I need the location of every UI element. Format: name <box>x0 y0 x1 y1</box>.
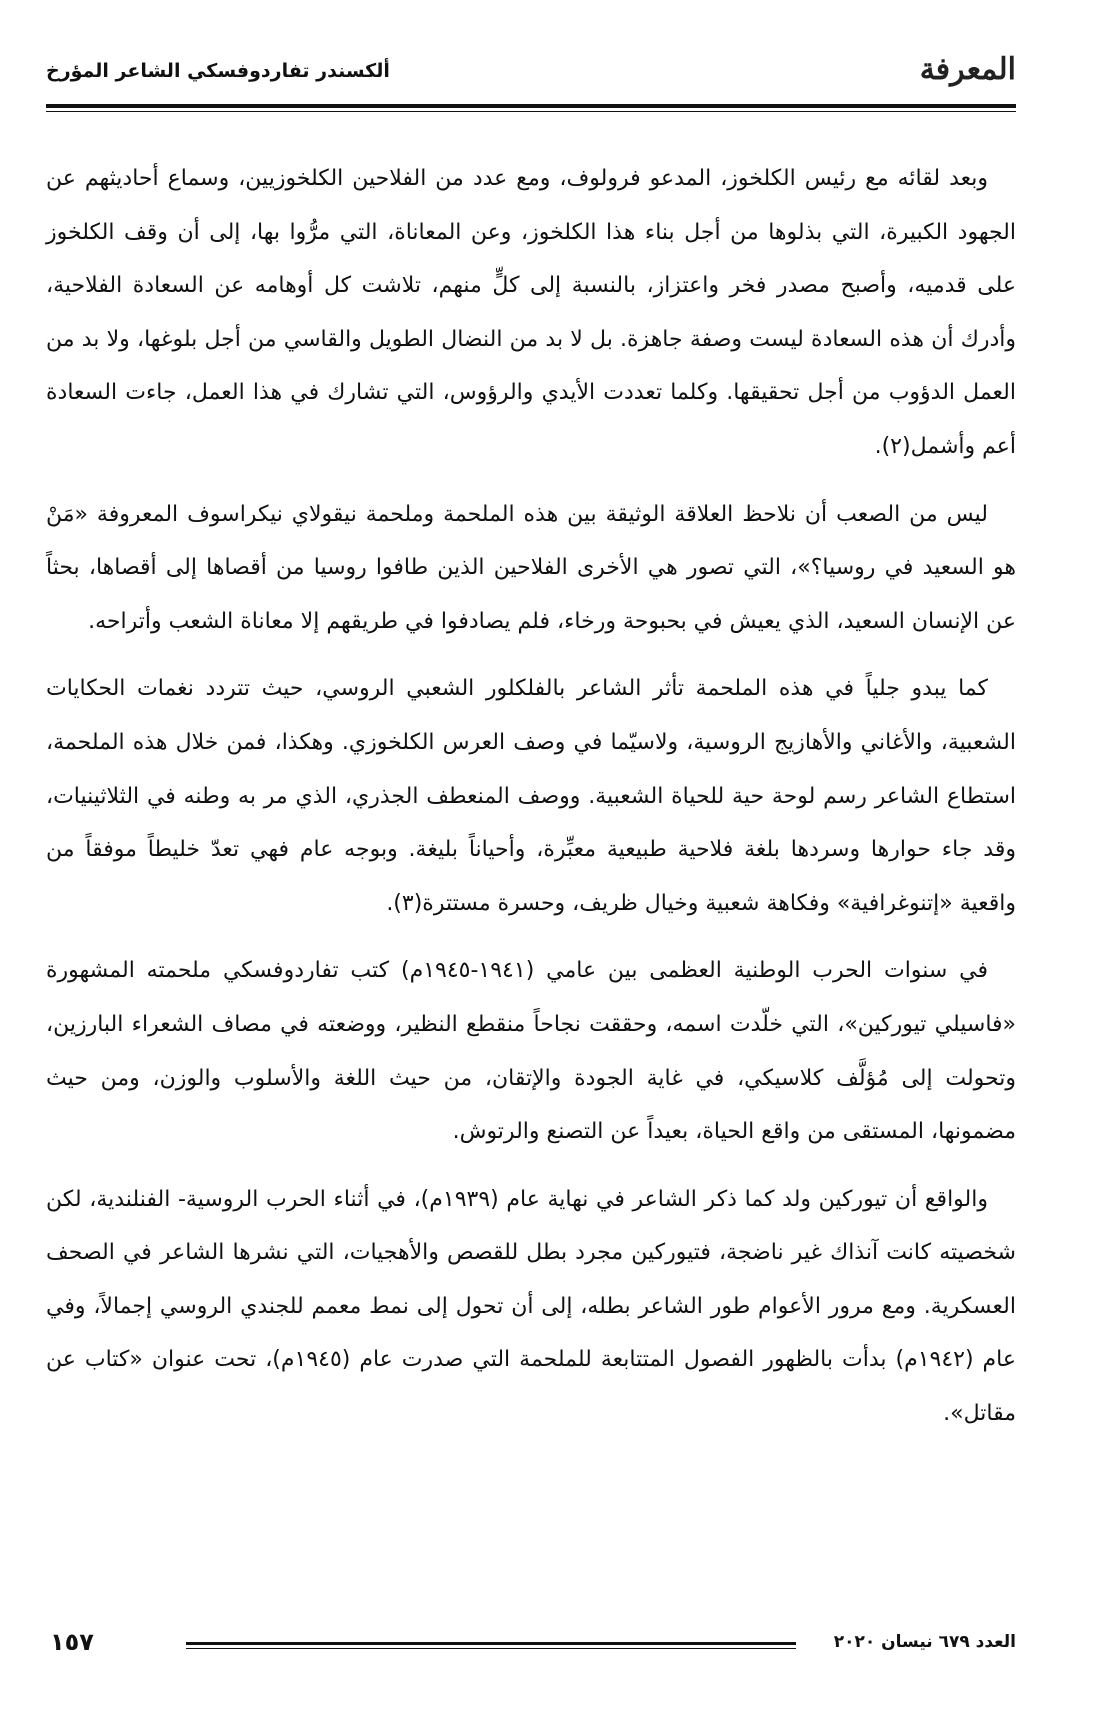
paragraph: ليس من الصعب أن نلاحظ العلاقة الوثيقة بين هذه الملحمة وملحمة نيقولاي نيكراسوف المعروفة «مَنْ هو السعيد في روسيا؟»، التي تصور هي الأخرى الفلاحين الذين طافوا روسيا من أقصاها إلى أقصاها، بحثاً عن الإنسان السعيد، الذي يعيش في بحبوحة ورخاء، فلم يصادفوا في طريقهم إلا معاناة الشعب وأتراحه. <box>46 501 1016 634</box>
page-footer <box>46 1628 1016 1668</box>
header-rule-thin <box>46 111 1016 112</box>
paragraph: في سنوات الحرب الوطنية العظمى بين عامي (١٩٤١-١٩٤٥م) كتب تفاردوفسكي ملحمته المشهورة «فاسيلي تيوركين»، التي خلّدت اسمه، وحققت نجاحاً منقطع النظير، ووضعته في مصاف الشعراء البارزين، وتحولت إلى مُؤلَّف كلاسيكي، في غاية الجودة والإتقان، من حيث اللغة والأسلوب والوزن، ومن حيث مضمونها، المستقى من واقع الحياة، بعيداً عن التصنع والرتوش. <box>46 958 1016 1145</box>
page-number: ١٥٧ <box>50 1628 94 1656</box>
running-title: ألكسندر تفاردوفسكي الشاعر المؤرخ <box>46 60 390 82</box>
page-header <box>46 48 1016 94</box>
footer-rule-thin <box>186 1648 796 1649</box>
issue-info: العدد ٦٧٩ نيسان ٢٠٢٠ <box>833 1632 1016 1652</box>
header-rule <box>46 104 1016 108</box>
footer-rule <box>186 1642 796 1645</box>
paragraph: وبعد لقائه مع رئيس الكلخوز، المدعو فرولوف، ومع عدد من الفلاحين الكلخوزيين، وسماع أحاديثهم عن الجهود الكبيرة، التي بذلوها من أجل بناء هذا الكلخوز، وعن المعاناة، التي مرُّوا بها، إلى أن وقف الكلخوز على قدميه، وأصبح مصدر فخر واعتزاز، بالنسبة إلى كلٍّ منهم، تلاشت كل أوهامه عن السعادة الفلاحية، وأدرك أن هذه السعادة ليست وصفة جاهزة. بل لا بد من النضال الطويل والقاسي من أجل بلوغها، ولا بد من العمل الدؤوب من أجل تحقيقها. وكلما تعددت الأيدي والرؤوس، التي تشارك في هذا العمل، جاءت السعادة أعم وأشمل(٢). <box>46 166 1016 459</box>
article-body <box>46 152 1016 1455</box>
journal-logo: المعرفة <box>919 52 1016 87</box>
paragraph: والواقع أن تيوركين ولد كما ذكر الشاعر في نهاية عام (١٩٣٩م)، في أثناء الحرب الروسية- الفنلندية، لكن شخصيته كانت آنذاك غير ناضجة، فتيوركين مجرد بطل للقصص والأهجيات، التي نشرها الشاعر في الصحف العسكرية. ومع مرور الأعوام طور الشاعر بطله، إلى أن تحول إلى نمط معمم للجندي الروسي إجمالاً، وفي عام (١٩٤٢م) بدأت بالظهور الفصول المتتابعة للملحمة التي صدرت عام (١٩٤٥م)، تحت عنوان «كتاب عن مقاتل». <box>46 1186 1017 1427</box>
paragraph: كما يبدو جلياً في هذه الملحمة تأثر الشاعر بالفلكلور الشعبي الروسي، حيث تتردد نغمات الحكايات الشعبية، والأغاني والأهازيج الروسية، ولاسيّما في وصف العرس الكلخوزي. وهكذا، فمن خلال هذه الملحمة، استطاع الشاعر رسم لوحة حية للحياة الشعبية. ووصف المنعطف الجذري، الذي مر به وطنه في الثلاثينيات، وقد جاء حوارها وسردها بلغة فلاحية طبيعية معبِّرة، وأحياناً بليغة. وبوجه عام فهي تعدّ خليطاً موفقاً من واقعية «إتنوغرافية» وفكاهة شعبية وخيال ظريف، وحسرة مستترة(٣). <box>46 676 1016 916</box>
